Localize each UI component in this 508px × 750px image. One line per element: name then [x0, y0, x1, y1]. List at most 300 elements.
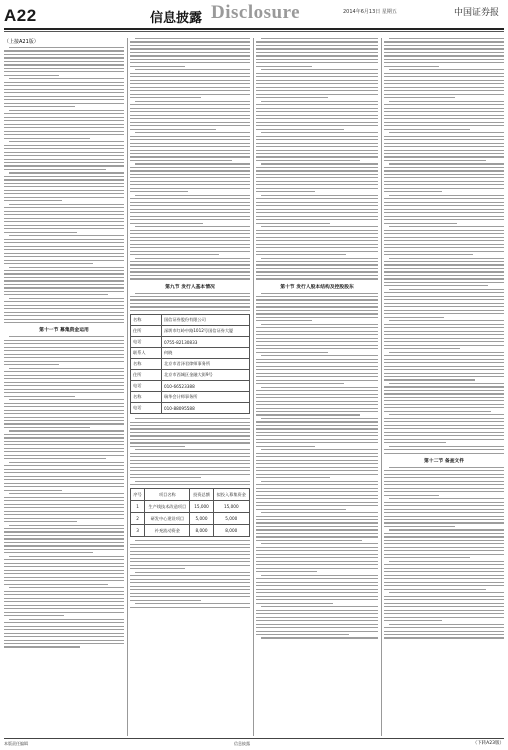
text-line [384, 264, 504, 265]
text-line [384, 407, 504, 408]
text-line [9, 172, 124, 173]
text-line [130, 453, 250, 454]
text-line [4, 106, 75, 107]
info-value: 北京市君泽君律师事务所 [161, 359, 249, 370]
text-line [4, 451, 124, 452]
text-line [130, 59, 250, 60]
text-line [130, 170, 250, 171]
info-label: 名称 [131, 359, 162, 370]
text-line [130, 554, 250, 555]
text-line [256, 118, 378, 119]
text-line [384, 509, 504, 510]
text-line [256, 108, 378, 109]
text-line [256, 313, 378, 314]
text-line [130, 108, 250, 109]
text-line [256, 143, 378, 144]
text-line [256, 55, 378, 56]
text-line [130, 558, 250, 559]
text-line [384, 41, 504, 42]
text-line [384, 247, 504, 248]
text-line [384, 449, 504, 450]
text-line [384, 418, 504, 419]
text-line [256, 296, 378, 297]
text-line [256, 352, 328, 353]
column-2 [130, 38, 250, 736]
text-line [4, 514, 124, 515]
text-line [4, 131, 124, 132]
text-line [261, 132, 378, 133]
text-line [130, 435, 250, 436]
text-line [130, 264, 250, 265]
text-block [384, 467, 504, 639]
text-line [4, 155, 124, 156]
text-line [130, 439, 250, 440]
text-line [256, 613, 378, 614]
text-line [384, 76, 504, 77]
text-line [4, 486, 124, 487]
text-line [130, 122, 250, 123]
text-line [4, 186, 124, 187]
text-line [384, 237, 504, 238]
text-line [389, 320, 504, 321]
text-line [384, 153, 504, 154]
text-line [9, 619, 124, 620]
text-line [384, 268, 504, 269]
text-line [384, 578, 504, 579]
text-line [4, 545, 124, 546]
text-line [384, 52, 504, 53]
text-line [130, 41, 250, 42]
text-line [130, 191, 188, 192]
fund-table-cell: 5,000 [213, 513, 249, 525]
text-line [256, 446, 315, 447]
text-line [384, 146, 504, 147]
text-line [4, 640, 124, 641]
text-line [384, 223, 457, 224]
text-line [130, 233, 250, 234]
text-line [130, 55, 250, 56]
fund-use-table [130, 488, 250, 537]
text-line [256, 122, 378, 123]
text-line [256, 299, 378, 300]
text-line [4, 559, 124, 560]
text-line [256, 491, 378, 492]
text-line [4, 490, 62, 491]
text-line [261, 69, 378, 70]
text-line [130, 467, 250, 468]
text-line [261, 195, 378, 196]
text-line [4, 479, 124, 480]
text-line [130, 76, 250, 77]
text-line [256, 275, 378, 276]
text-line [130, 177, 250, 178]
text-line [256, 390, 378, 391]
text-line [130, 80, 250, 81]
text-line [384, 198, 504, 199]
text-line [384, 150, 504, 151]
text-line [256, 111, 378, 112]
text-line [130, 125, 250, 126]
text-line [130, 575, 250, 576]
text-line [130, 428, 250, 429]
fund-table-cell: 15,000 [213, 501, 249, 513]
text-line [261, 101, 378, 102]
info-value: 北京市西城区金融大街9号 [161, 370, 249, 381]
text-line [389, 561, 504, 562]
text-line [130, 83, 250, 84]
text-line [9, 336, 124, 337]
text-line [130, 477, 201, 478]
text-line [4, 465, 124, 466]
text-line [130, 150, 250, 151]
info-label: 电话 [131, 403, 162, 414]
text-line [384, 522, 504, 523]
text-block [130, 293, 250, 312]
text-line [4, 68, 124, 69]
fund-table-cell: 研发中心建设项目 [145, 513, 190, 525]
text-line [130, 174, 250, 175]
text-line [130, 184, 250, 185]
text-line [256, 261, 378, 262]
text-line [256, 460, 378, 461]
text-line [4, 85, 124, 86]
text-line [256, 80, 378, 81]
text-line [384, 341, 504, 342]
text-line [384, 278, 504, 279]
text-line [384, 557, 470, 558]
text-line [4, 385, 124, 386]
text-line [256, 624, 378, 625]
text-line [130, 544, 250, 545]
text-line [384, 45, 504, 46]
info-row [131, 315, 250, 326]
info-label: 电话 [131, 381, 162, 392]
text-line [256, 244, 378, 245]
text-line [261, 293, 378, 294]
text-line [389, 163, 504, 164]
text-line [384, 244, 504, 245]
text-line [130, 589, 250, 590]
text-line [4, 71, 124, 72]
text-line [256, 477, 330, 478]
text-line [4, 636, 124, 637]
text-line [130, 299, 250, 300]
info-value: 瑞华会计师事务所 [161, 392, 249, 403]
text-line [384, 505, 504, 506]
text-line [130, 247, 250, 248]
text-line [384, 421, 504, 422]
text-line [389, 258, 504, 259]
text-line [4, 417, 124, 418]
text-line [4, 253, 124, 254]
text-line [256, 592, 378, 593]
text-line [384, 516, 504, 517]
text-line [384, 261, 504, 262]
text-line [256, 634, 349, 635]
info-row [131, 403, 250, 414]
text-line [256, 582, 378, 583]
text-line [384, 306, 504, 307]
text-line [384, 66, 439, 67]
info-row [131, 381, 250, 392]
text-line [256, 620, 378, 621]
text-line [130, 129, 216, 130]
text-line [130, 579, 250, 580]
section-heading: 第十节 发行人股本结构及控股股东 [280, 284, 354, 290]
text-line [4, 371, 124, 372]
text-line [384, 519, 504, 520]
text-line [256, 561, 378, 562]
text-line [4, 176, 124, 177]
text-line [384, 191, 442, 192]
text-line [256, 177, 378, 178]
text-line [4, 497, 124, 498]
text-line [4, 291, 124, 292]
text-line [130, 136, 250, 137]
text-line [384, 94, 504, 95]
text-line [261, 387, 378, 388]
text-line [130, 460, 250, 461]
text-line [384, 502, 504, 503]
text-line [130, 607, 250, 608]
text-line [384, 230, 504, 231]
intermediary-info-table [130, 314, 250, 414]
text-line [256, 48, 378, 49]
text-line [384, 400, 504, 401]
info-label: 电话 [131, 337, 162, 348]
text-line [256, 627, 378, 628]
text-line [389, 195, 504, 196]
text-line [4, 612, 124, 613]
text-line [384, 80, 504, 81]
text-line [4, 134, 124, 135]
section-heading: 第十一节 募集资金运用 [39, 328, 89, 334]
text-line [130, 296, 250, 297]
text-line [256, 631, 378, 632]
column-divider [381, 38, 382, 736]
text-line [135, 69, 250, 70]
text-line [9, 587, 124, 588]
text-line [256, 540, 362, 541]
text-line [4, 563, 124, 564]
fund-table-header: 投资总额 [190, 489, 213, 501]
text-line [384, 160, 486, 161]
text-line [384, 610, 504, 611]
text-line [384, 292, 504, 293]
text-block [130, 418, 250, 485]
text-line [130, 237, 250, 238]
text-line [384, 275, 504, 276]
text-block [256, 293, 378, 639]
text-line [4, 629, 124, 630]
text-line [4, 54, 124, 55]
text-line [4, 117, 124, 118]
text-block [4, 47, 124, 323]
text-line [256, 52, 378, 53]
text-line [4, 183, 124, 184]
text-line [4, 256, 124, 257]
text-line [384, 156, 504, 157]
text-line [256, 456, 378, 457]
text-line [130, 209, 250, 210]
text-line [384, 488, 504, 489]
info-row [131, 359, 250, 370]
text-line [389, 592, 504, 593]
text-line [256, 557, 378, 558]
text-line [384, 585, 504, 586]
text-line [256, 76, 378, 77]
info-value: 010-88095588 [161, 403, 249, 414]
text-line [384, 122, 504, 123]
text-line [384, 202, 504, 203]
column-divider [127, 38, 128, 736]
text-line [256, 359, 378, 360]
text-line [384, 125, 504, 126]
text-line [4, 242, 124, 243]
text-line [256, 73, 378, 74]
text-line [256, 271, 378, 272]
text-line [384, 550, 504, 551]
text-line [4, 89, 124, 90]
text-line [256, 45, 378, 46]
text-line [384, 313, 504, 314]
text-line [389, 101, 504, 102]
text-line [389, 446, 504, 447]
text-line [384, 216, 504, 217]
text-line [4, 483, 124, 484]
text-line [130, 216, 250, 217]
text-line [4, 605, 124, 606]
text-line [130, 153, 250, 154]
text-line [261, 575, 378, 576]
text-line [4, 207, 124, 208]
text-line [4, 148, 124, 149]
text-line [384, 170, 504, 171]
column-divider [253, 38, 254, 736]
fund-table-cell: 生产线技术改造项目 [145, 501, 190, 513]
text-line [4, 197, 124, 198]
text-line [256, 331, 378, 332]
text-line [384, 547, 504, 548]
info-value: 010-66523388 [161, 381, 249, 392]
text-line [4, 165, 124, 166]
fund-table-cell: 8,000 [213, 525, 249, 537]
text-line [261, 38, 378, 39]
text-line [384, 634, 504, 635]
text-line [256, 502, 378, 503]
text-line [256, 90, 378, 91]
text-line [384, 111, 504, 112]
fund-table-cell: 2 [131, 513, 145, 525]
text-line [4, 518, 124, 519]
text-line [256, 219, 378, 220]
text-line [4, 410, 124, 411]
text-line [261, 637, 378, 638]
text-line [4, 270, 124, 271]
text-line [4, 573, 124, 574]
text-line [384, 362, 504, 363]
text-line [4, 350, 124, 351]
text-line [4, 552, 93, 553]
text-line [130, 271, 250, 272]
text-line [384, 453, 504, 454]
text-line [256, 414, 360, 415]
text-line [130, 547, 250, 548]
text-line [384, 543, 504, 544]
text-line [130, 586, 250, 587]
text-line [135, 226, 250, 227]
text-line [384, 411, 491, 412]
text-line [4, 382, 124, 383]
text-line [384, 637, 504, 638]
fund-table-cell: 补充流动资金 [145, 525, 190, 537]
text-line [4, 103, 124, 104]
text-line [130, 73, 250, 74]
text-line [389, 414, 504, 415]
text-line [256, 247, 378, 248]
text-line [384, 359, 504, 360]
text-line [4, 626, 124, 627]
text-line [4, 601, 124, 602]
text-line [384, 512, 504, 513]
text-line [384, 251, 504, 252]
text-line [4, 61, 124, 62]
text-line [9, 368, 124, 369]
page-footer [4, 738, 504, 748]
text-line [256, 320, 312, 321]
text-line [256, 198, 378, 199]
text-line [261, 226, 378, 227]
text-line [256, 568, 378, 569]
text-line [256, 212, 378, 213]
text-line [261, 324, 378, 325]
text-line [4, 92, 124, 93]
text-line [4, 127, 124, 128]
text-line [256, 310, 378, 311]
text-line [389, 529, 504, 530]
text-line [256, 463, 378, 464]
text-line [130, 561, 250, 562]
text-line [4, 521, 77, 522]
text-line [130, 463, 250, 464]
text-line [384, 393, 504, 394]
text-line [256, 230, 378, 231]
text-line [130, 484, 250, 485]
info-row [131, 348, 250, 359]
text-line [9, 204, 124, 205]
text-line [389, 624, 504, 625]
text-line [384, 617, 504, 618]
text-line [261, 418, 378, 419]
text-line [4, 444, 124, 445]
text-line [130, 143, 250, 144]
text-line [389, 383, 504, 384]
text-line [130, 244, 250, 245]
text-line [256, 104, 378, 105]
text-line [256, 519, 378, 520]
text-line [130, 425, 250, 426]
text-line [4, 472, 124, 473]
text-line [4, 469, 124, 470]
text-line [9, 110, 124, 111]
masthead-rule [4, 28, 504, 30]
text-line [256, 442, 378, 443]
text-line [130, 446, 185, 447]
text-line [130, 223, 203, 224]
text-line [4, 437, 124, 438]
text-line [384, 240, 504, 241]
text-line [384, 73, 504, 74]
